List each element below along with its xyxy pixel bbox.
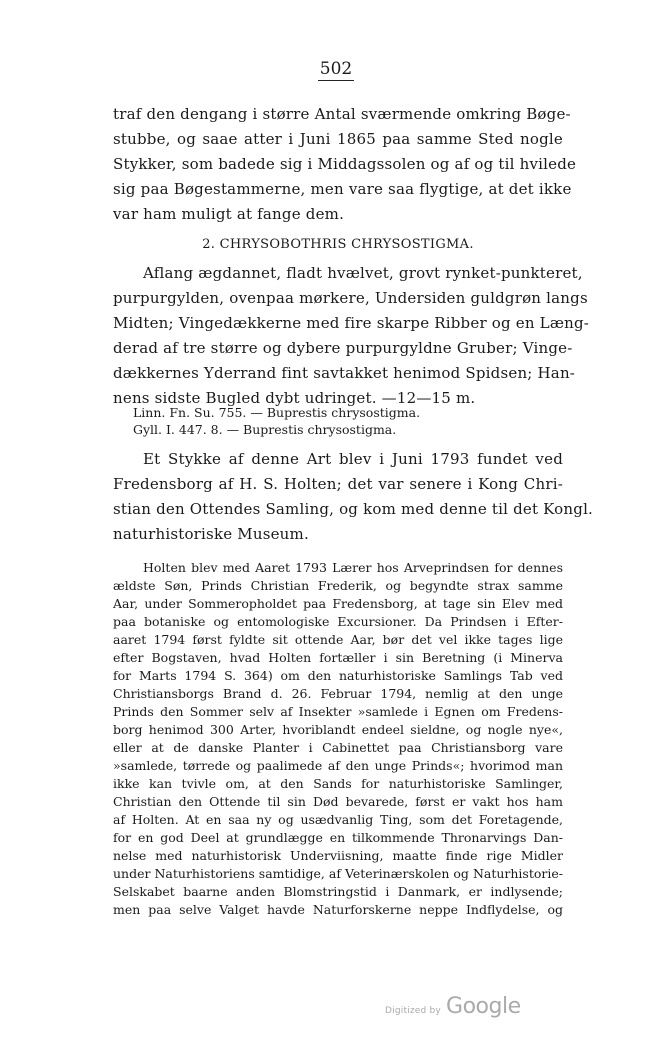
footnote-line: Prinds den Sommer selv af Insekter »samlede i Egnen om Fredens- xyxy=(113,704,563,719)
footnote-line: eller at de danske Planter i Cabinettet paa Christiansborg vare xyxy=(113,740,563,755)
footnote-line: for en god Deel at grundlægge en tilkommende Thronarvings Dan- xyxy=(113,830,563,845)
google-logo: Google xyxy=(446,994,521,1019)
footnote-line: efter Bogstaven, hvad Holten fortæller i sin Beretning (i Minerva xyxy=(113,650,563,665)
text-line: purpurgylden, ovenpaa mørkere, Undersiden guldgrøn langs xyxy=(113,289,588,307)
occurrence-paragraph xyxy=(113,447,594,547)
footnote-line: nelse med naturhistorisk Underviisning, maatte finde rige Midler xyxy=(113,848,563,863)
footnote-line: aaret 1794 først fyldte sit ottende Aar, bør det vel ikke tages lige xyxy=(113,632,563,647)
text-line: dækkernes Yderrand fint savtakket henimod Spidsen; Han- xyxy=(113,364,576,382)
text-line: naturhistoriske Museum. xyxy=(113,525,309,543)
watermark-prefix: Digitized by xyxy=(385,1006,441,1016)
text-line: Stykker, som badede sig i Middagssolen og af og til hvilede xyxy=(113,155,577,173)
text-line: stian den Ottendes Samling, og kom med denne til det Kongl. xyxy=(113,500,594,518)
text-line: var ham muligt at fange dem. xyxy=(113,205,345,223)
text-line: stubbe, og saae atter i Juni 1865 paa samme Sted nogle xyxy=(113,130,563,148)
footnote-line: Holten blev med Aaret 1793 Lærer hos Arveprindsen for dennes xyxy=(143,560,563,575)
footnote-line: af Holten. At en saa ny og usædvanlig Ting, som det Foretagende, xyxy=(113,812,563,827)
footnote xyxy=(113,559,563,919)
footnote-line: Christiansborgs Brand d. 26. Februar 1794, nemlig at den unge xyxy=(113,686,563,701)
text-line: Et Stykke af denne Art blev i Juni 1793 fundet ved xyxy=(143,450,563,468)
footnote-line: under Naturhistoriens samtidige, af Veterinærskolen og Naturhistorie- xyxy=(113,866,563,881)
reference-line: Gyll. I. 447. 8. — Buprestis chrysostigma. xyxy=(133,422,397,437)
paragraph-continuation xyxy=(113,102,577,227)
reference-line: Linn. Fn. Su. 755. — Buprestis chrysostigma. xyxy=(133,405,421,420)
digitized-watermark xyxy=(385,994,521,1019)
footnote-line: men paa selve Valget havde Naturforskerne neppe Indflydelse, og xyxy=(113,902,563,917)
footnote-line: borg henimod 300 Arter, hvoriblandt endeel sieldne, og nogle nye«, xyxy=(113,722,563,737)
text-line: sig paa Bøgestammerne, men vare saa flygtige, at det ikke xyxy=(113,180,572,198)
text-line: nens sidste Bugled dybt udringet. —12—15 m. xyxy=(113,389,476,407)
text-line: Midten; Vingedækkerne med fire skarpe Ribber og en Læng- xyxy=(113,314,590,332)
species-description xyxy=(113,261,590,411)
footnote-line: ikke kan tvivle om, at den Sands for naturhistoriske Samlinger, xyxy=(113,776,563,791)
text-line: Fredensborg af H. S. Holten; det var senere i Kong Chri- xyxy=(113,475,563,493)
footnote-line: for Marts 1794 S. 364) om den naturhistoriske Samlings Tab ved xyxy=(113,668,563,683)
footnote-line: Christian den Ottende til sin Død bevarede, først er vakt hos ham xyxy=(113,794,563,809)
footnote-line: ældste Søn, Prinds Christian Frederik, og begyndte strax samme xyxy=(113,578,563,593)
footnote-line: Selskabet baarne anden Blomstringstid i Danmark, er indlysende; xyxy=(113,884,563,899)
synonymy-references xyxy=(133,404,553,438)
footnote-line: Aar, under Sommeropholdet paa Fredensborg, at tage sin Elev med xyxy=(113,596,563,611)
text-line: traf den dengang i større Antal sværmende omkring Bøge- xyxy=(113,105,571,123)
footnote-line: »samlede, tørrede og paalimede af den unge Prinds«; hvorimod man xyxy=(113,758,563,773)
page-number: 502 xyxy=(319,59,353,79)
text-line: derad af tre større og dybere purpurgyldne Gruber; Vinge- xyxy=(113,339,573,357)
section-heading: 2. CHRYSOBOTHRIS CHRYSOSTIGMA. xyxy=(202,237,474,252)
footnote-line: paa botaniske og entomologiske Excursioner. Da Prindsen i Efter- xyxy=(113,614,563,629)
text-line: Aflang ægdannet, fladt hvælvet, grovt rynket-punkteret, xyxy=(143,264,583,282)
